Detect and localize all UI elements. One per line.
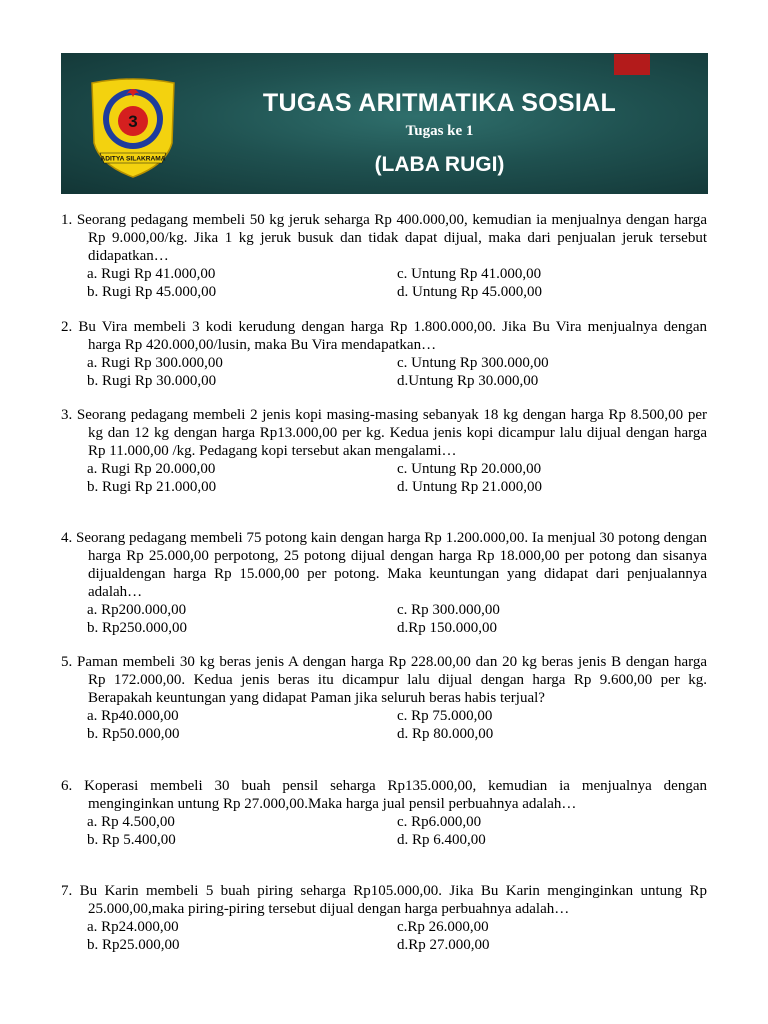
question-options: [61, 813, 707, 849]
page-topic: (LABA RUGI): [374, 153, 505, 176]
option-b: b. Rp50.000,00: [87, 726, 180, 742]
option-a: a. Rugi Rp 300.000,00: [87, 355, 223, 371]
school-logo: [86, 73, 180, 179]
option-d: d. Rp 80.000,00: [397, 726, 494, 742]
option-c: c.Rp 26.000,00: [397, 919, 489, 935]
option-d: d. Rp 6.400,00: [397, 832, 486, 848]
question-text: 1. Seorang pedagang membeli 50 kg jeruk seharga Rp 400.000,00, kemudian ia menjualnya dengan harga Rp 9.000,00/kg. Jika 1 kg jeruk busuk dan tidak dapat dijual, maka dari penjualan jeruk tersebut didapatkan…: [61, 212, 707, 264]
option-a: a. Rp200.000,00: [87, 602, 187, 618]
question-options: [61, 460, 707, 496]
page-subtitle: Tugas ke 1: [405, 123, 474, 139]
option-d: d.Untung Rp 30.000,00: [397, 373, 539, 389]
question-1: [61, 211, 707, 301]
option-a: a. Rp 4.500,00: [87, 814, 175, 830]
logo-text: ADITYA SILAKRAMA: [100, 155, 166, 163]
question-text: 5. Paman membeli 30 kg beras jenis A dengan harga Rp 228.00,00 dan 20 kg beras jenis B dengan harga Rp 172.000,00. Kedua jenis beras itu dicampur lalu dijual dengan harga Rp 9.600,00 per kg. Berapakah keuntungan yang didapat Paman jika seluruh beras habis terjual?: [61, 654, 707, 706]
option-b: b. Rugi Rp 30.000,00: [87, 373, 217, 389]
page-title: TUGAS ARITMATIKA SOSIAL: [262, 89, 617, 117]
question-text: 6. Koperasi membeli 30 buah pensil seharga Rp135.000,00, kemudian ia menjualnya dengan menginginkan untung Rp 27.000,00.Maka harga jual pensil perbuahnya adalah…: [61, 778, 707, 812]
question-options: [61, 707, 707, 743]
option-d: d.Rp 27.000,00: [397, 937, 490, 953]
option-d: d.Rp 150.000,00: [397, 620, 498, 636]
option-d: d. Untung Rp 45.000,00: [397, 284, 543, 300]
question-options: [61, 354, 707, 390]
question-2: [61, 318, 707, 390]
option-c: c. Rp 300.000,00: [397, 602, 500, 618]
option-c: c. Rp 75.000,00: [397, 708, 493, 724]
option-c: c. Rp6.000,00: [397, 814, 482, 830]
question-3: [61, 406, 707, 496]
option-b: b. Rugi Rp 45.000,00: [87, 284, 217, 300]
question-options: [61, 918, 707, 954]
question-text: 3. Seorang pedagang membeli 2 jenis kopi masing-masing sebanyak 18 kg dengan harga Rp 8.500,00 per kg dan 12 kg dengan harga Rp13.000,00 per kg. Kedua jenis kopi dicampur lalu dijual dengan harga Rp 11.000,00 /kg. Pedagang kopi tersebut akan mengalami…: [61, 407, 707, 459]
question-options: [61, 265, 707, 301]
option-b: b. Rp250.000,00: [87, 620, 188, 636]
question-4: [61, 529, 707, 637]
option-b: b. Rp25.000,00: [87, 937, 180, 953]
option-c: c. Untung Rp 20.000,00: [397, 461, 542, 477]
option-a: a. Rp40.000,00: [87, 708, 179, 724]
option-c: c. Untung Rp 41.000,00: [397, 266, 542, 282]
logo-number: 3: [128, 112, 138, 131]
question-7: [61, 882, 707, 954]
question-options: [61, 601, 707, 637]
red-accent-square: [614, 54, 650, 75]
question-text: 2. Bu Vira membeli 3 kodi kerudung dengan harga Rp 1.800.000,00. Jika Bu Vira menjualnya dengan harga Rp 420.000,00/lusin, maka Bu Vira mendapatkan…: [61, 319, 707, 353]
question-5: [61, 653, 707, 743]
question-text: 4. Seorang pedagang membeli 75 potong kain dengan harga Rp 1.200.000,00. Ia menjual 30 potong dengan harga Rp 25.000,00 perpotong, 25 potong dijual dengan harga Rp 18.000,00 per potong dan sisanya dijualdengan harga Rp 15.000,00 per potong. Maka keuntungan yang didapat dari penjualannya adalah…: [61, 530, 707, 600]
question-text: 7. Bu Karin membeli 5 buah piring seharga Rp105.000,00. Jika Bu Karin menginginkan untung Rp 25.000,00,maka piring-piring tersebut dijual dengan harga perbuahnya adalah…: [61, 883, 707, 917]
option-c: c. Untung Rp 300.000,00: [397, 355, 549, 371]
option-d: d. Untung Rp 21.000,00: [397, 479, 543, 495]
question-6: [61, 777, 707, 849]
option-a: a. Rugi Rp 41.000,00: [87, 266, 216, 282]
option-a: a. Rp24.000,00: [87, 919, 179, 935]
option-b: b. Rp 5.400,00: [87, 832, 176, 848]
option-a: a. Rugi Rp 20.000,00: [87, 461, 216, 477]
option-b: b. Rugi Rp 21.000,00: [87, 479, 217, 495]
